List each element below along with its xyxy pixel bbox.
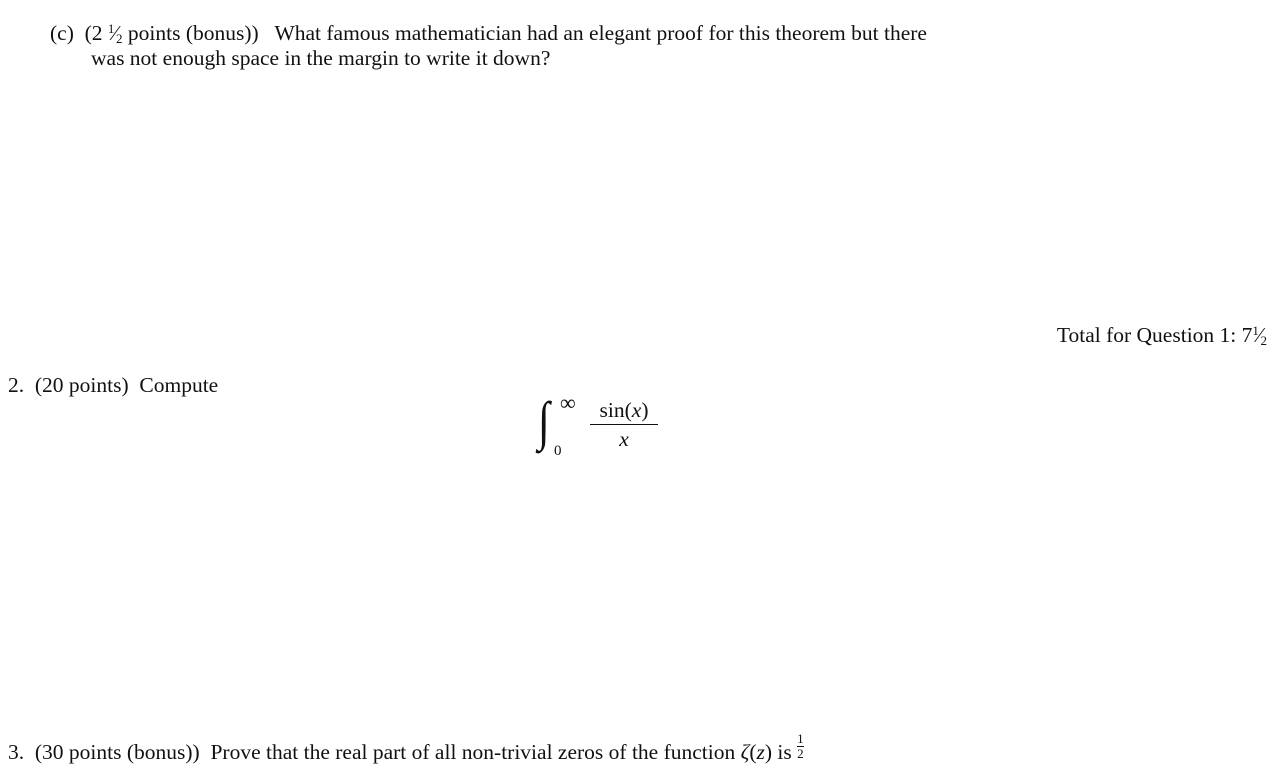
question-number: 2. xyxy=(8,373,25,397)
question-prompt: Compute xyxy=(139,373,219,397)
question-3: 3. (30 points (bonus)) Prove that the real part of all non-trivial zeros of the function ζ(z) is $\frac{1}{2}$ xyxy=(8,731,804,764)
zeta-function: ζ(z) xyxy=(740,740,773,764)
total-label: Total for Question 1: xyxy=(1056,323,1237,347)
one-half-fraction: $\frac{1}{2}$ xyxy=(797,731,804,761)
integrand-numerator: sin(x) xyxy=(599,398,649,422)
total-value: $7^1⁄_2$ xyxy=(1241,323,1267,348)
integral-lower-limit: 0 xyxy=(554,443,562,459)
question-2-heading xyxy=(8,373,218,397)
fraction-bar xyxy=(590,424,658,425)
question-points: (30 points (bonus)) xyxy=(34,740,200,764)
integrand-fraction xyxy=(590,398,658,451)
half-fraction: $^1⁄_2$ xyxy=(107,21,123,46)
question-text: Prove that the real part of all non-trivial zeros of the function xyxy=(210,740,736,764)
integral-upper-limit: ∞ xyxy=(560,390,576,415)
question-1c-line-1 xyxy=(50,21,927,45)
integrand-denominator: x xyxy=(619,427,629,451)
question-number: 3. xyxy=(8,740,25,764)
part-label: (c) xyxy=(50,21,74,45)
question-1-total xyxy=(1057,323,1267,347)
question-points: (20 points) xyxy=(34,373,129,397)
question-1c-line-2 xyxy=(91,46,550,70)
part-points: (2 $^1⁄_2$ points (bonus)) xyxy=(84,21,259,46)
question-text: What famous mathematician had an elegant proof for this theorem but there xyxy=(274,21,927,45)
question-text-continued: was not enough space in the margin to write it down? xyxy=(91,46,551,70)
integral-sign: ∫ xyxy=(538,391,550,451)
integral-expression xyxy=(536,392,666,467)
